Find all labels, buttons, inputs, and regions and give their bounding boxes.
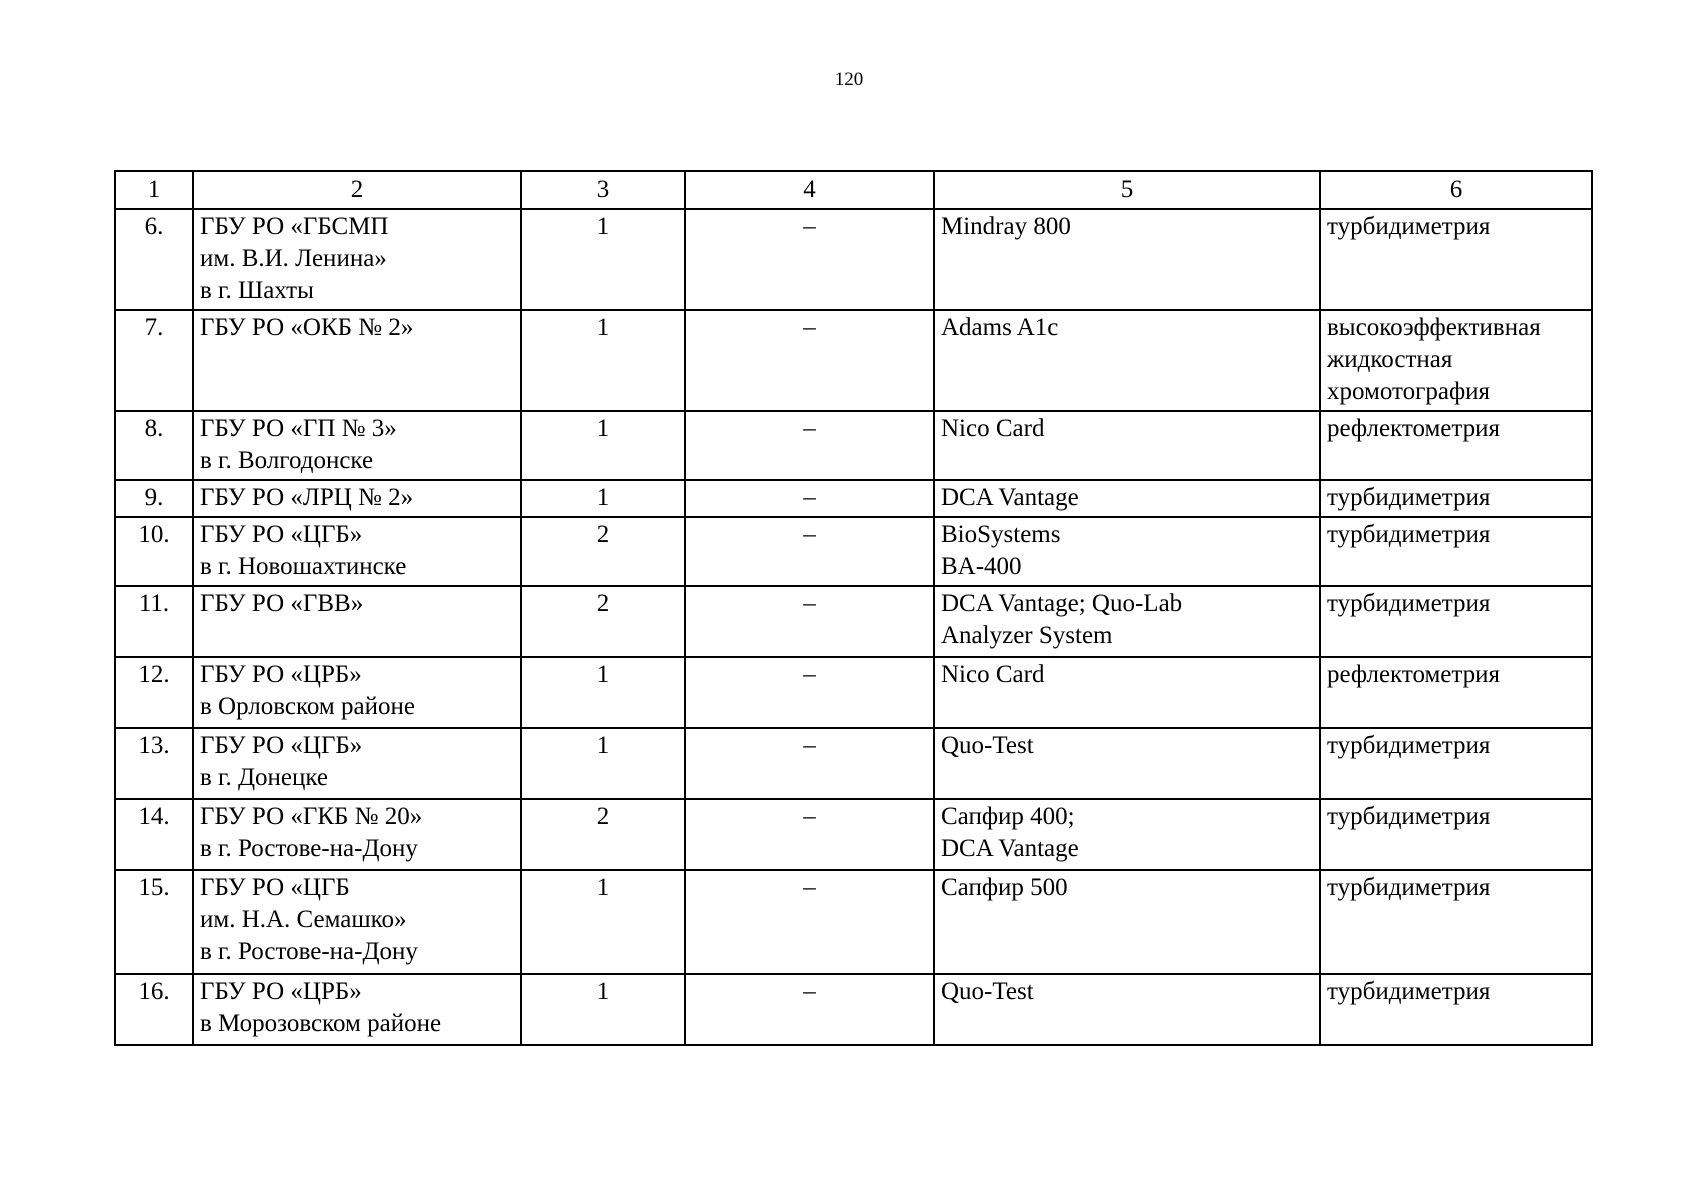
method-cell-line: турбидиметрия bbox=[1327, 803, 1491, 830]
organization-cell-line: ГБУ РО «ЦГБ bbox=[200, 874, 350, 901]
organization-cell bbox=[193, 411, 521, 480]
analyzer-cell-line: Analyzer System bbox=[941, 622, 1113, 649]
method-cell-line: высокоэффективная bbox=[1327, 314, 1541, 341]
count-cell: 1 bbox=[521, 411, 685, 480]
organization-cell bbox=[193, 480, 521, 517]
method-cell-line: турбидиметрия bbox=[1327, 213, 1491, 240]
organization-cell bbox=[193, 586, 521, 657]
organization-cell-line: им. Н.А. Семашко» bbox=[200, 906, 407, 933]
row-number-cell: 8. bbox=[115, 411, 193, 480]
table-row bbox=[115, 799, 1592, 870]
count-cell: 2 bbox=[521, 799, 685, 870]
column-4-cell: – bbox=[685, 310, 934, 411]
organization-cell-line: в г. Шахты bbox=[200, 277, 314, 304]
count-cell: 1 bbox=[521, 209, 685, 310]
method-cell-line: турбидиметрия bbox=[1327, 874, 1491, 901]
organization-cell bbox=[193, 728, 521, 799]
organization-cell bbox=[193, 870, 521, 974]
table-row bbox=[115, 411, 1592, 480]
header-cell: 3 bbox=[521, 171, 685, 209]
table-row bbox=[115, 657, 1592, 728]
analyzer-cell-line: Сапфир 500 bbox=[941, 874, 1068, 901]
column-4-cell: – bbox=[685, 728, 934, 799]
method-cell-line: рефлектометрия bbox=[1327, 661, 1501, 688]
column-4-cell: – bbox=[685, 209, 934, 310]
organization-cell bbox=[193, 799, 521, 870]
organization-cell bbox=[193, 517, 521, 586]
analyzer-cell bbox=[934, 209, 1320, 310]
analyzer-cell bbox=[934, 310, 1320, 411]
method-cell bbox=[1320, 209, 1592, 310]
count-cell: 2 bbox=[521, 517, 685, 586]
row-number-cell: 7. bbox=[115, 310, 193, 411]
row-number-cell: 11. bbox=[115, 586, 193, 657]
method-cell bbox=[1320, 657, 1592, 728]
table-row bbox=[115, 870, 1592, 974]
organization-cell-line: ГБУ РО «ЦРБ» bbox=[200, 661, 362, 688]
method-cell-line: рефлектометрия bbox=[1327, 415, 1501, 442]
analyzer-cell-line: Сапфир 400; bbox=[941, 803, 1075, 830]
count-cell: 1 bbox=[521, 480, 685, 517]
count-cell: 1 bbox=[521, 870, 685, 974]
column-4-cell: – bbox=[685, 974, 934, 1045]
analyzer-cell-line: Quo-Test bbox=[941, 732, 1034, 759]
analyzer-cell-line: Nico Card bbox=[941, 415, 1045, 442]
organization-cell bbox=[193, 209, 521, 310]
method-cell-line: турбидиметрия bbox=[1327, 484, 1491, 511]
organization-cell-line: ГБУ РО «ЛРЦ № 2» bbox=[200, 484, 414, 511]
page-number: 120 bbox=[834, 69, 864, 90]
analyzer-cell-line: DCA Vantage bbox=[941, 484, 1079, 511]
method-cell bbox=[1320, 411, 1592, 480]
row-number-cell: 6. bbox=[115, 209, 193, 310]
row-number-cell: 15. bbox=[115, 870, 193, 974]
header-cell: 1 bbox=[115, 171, 193, 209]
method-cell-line: хромотография bbox=[1327, 378, 1491, 405]
method-cell bbox=[1320, 799, 1592, 870]
organization-cell-line: ГБУ РО «ГКБ № 20» bbox=[200, 803, 423, 830]
analyzer-cell-line: Adams A1c bbox=[941, 314, 1059, 341]
method-cell bbox=[1320, 974, 1592, 1045]
organization-cell-line: ГБУ РО «ЦГБ» bbox=[200, 732, 363, 759]
organization-cell bbox=[193, 657, 521, 728]
organization-cell-line: ГБУ РО «ЦРБ» bbox=[200, 978, 362, 1005]
organization-cell bbox=[193, 974, 521, 1045]
organization-cell-line: ГБУ РО «ГВВ» bbox=[200, 590, 364, 617]
analyzer-cell bbox=[934, 799, 1320, 870]
table-row bbox=[115, 480, 1592, 517]
column-4-cell: – bbox=[685, 799, 934, 870]
analyzer-cell-line: DCA Vantage; Quo-Lab bbox=[941, 590, 1183, 617]
organization-cell-line: в г. Новошахтинске bbox=[200, 553, 407, 580]
method-cell-line: турбидиметрия bbox=[1327, 732, 1491, 759]
organization-cell-line: в г. Волгодонске bbox=[200, 447, 374, 474]
row-number-cell: 10. bbox=[115, 517, 193, 586]
organization-cell-line: в Морозовском районе bbox=[200, 1010, 442, 1037]
analyzer-cell bbox=[934, 974, 1320, 1045]
analyzer-cell-line: BA-400 bbox=[941, 553, 1022, 580]
analyzer-cell bbox=[934, 657, 1320, 728]
organization-cell-line: в Орловском районе bbox=[200, 693, 415, 720]
method-cell-line: турбидиметрия bbox=[1327, 590, 1491, 617]
organization-cell-line: ГБУ РО «ГП № 3» bbox=[200, 415, 397, 442]
column-4-cell: – bbox=[685, 870, 934, 974]
method-cell bbox=[1320, 480, 1592, 517]
row-number-cell: 14. bbox=[115, 799, 193, 870]
column-4-cell: – bbox=[685, 480, 934, 517]
analyzer-cell bbox=[934, 517, 1320, 586]
table-row bbox=[115, 310, 1592, 411]
column-4-cell: – bbox=[685, 657, 934, 728]
column-4-cell: – bbox=[685, 586, 934, 657]
data-table bbox=[114, 170, 1593, 1046]
header-cell: 2 bbox=[193, 171, 521, 209]
table-row bbox=[115, 209, 1592, 310]
organization-cell-line: ГБУ РО «ГБСМП bbox=[200, 213, 389, 240]
analyzer-cell-line: Quo-Test bbox=[941, 978, 1034, 1005]
method-cell-line: турбидиметрия bbox=[1327, 521, 1491, 548]
method-cell bbox=[1320, 310, 1592, 411]
row-number-cell: 12. bbox=[115, 657, 193, 728]
count-cell: 2 bbox=[521, 586, 685, 657]
table-row bbox=[115, 974, 1592, 1045]
method-cell bbox=[1320, 728, 1592, 799]
method-cell-line: жидкостная bbox=[1327, 346, 1453, 373]
analyzer-cell bbox=[934, 728, 1320, 799]
analyzer-cell-line: Mindray 800 bbox=[941, 213, 1071, 240]
table-row bbox=[115, 728, 1592, 799]
organization-cell-line: им. В.И. Ленина» bbox=[200, 245, 387, 272]
row-number-cell: 9. bbox=[115, 480, 193, 517]
method-cell bbox=[1320, 586, 1592, 657]
count-cell: 1 bbox=[521, 974, 685, 1045]
table-header-row bbox=[115, 171, 1592, 209]
analyzer-cell bbox=[934, 870, 1320, 974]
count-cell: 1 bbox=[521, 657, 685, 728]
analyzer-cell bbox=[934, 586, 1320, 657]
organization-cell-line: в г. Ростове-на-Дону bbox=[200, 835, 418, 862]
organization-cell-line: ГБУ РО «ЦГБ» bbox=[200, 521, 363, 548]
analyzer-cell bbox=[934, 411, 1320, 480]
row-number-cell: 13. bbox=[115, 728, 193, 799]
analyzer-cell-line: BioSystems bbox=[941, 521, 1061, 548]
method-cell bbox=[1320, 870, 1592, 974]
method-cell bbox=[1320, 517, 1592, 586]
method-cell-line: турбидиметрия bbox=[1327, 978, 1491, 1005]
table-row bbox=[115, 586, 1592, 657]
analyzer-cell bbox=[934, 480, 1320, 517]
row-number-cell: 16. bbox=[115, 974, 193, 1045]
column-4-cell: – bbox=[685, 411, 934, 480]
table-row bbox=[115, 517, 1592, 586]
organization-cell-line: в г. Донецке bbox=[200, 764, 329, 791]
count-cell: 1 bbox=[521, 728, 685, 799]
analyzer-cell-line: DCA Vantage bbox=[941, 835, 1079, 862]
column-4-cell: – bbox=[685, 517, 934, 586]
header-cell: 5 bbox=[934, 171, 1320, 209]
count-cell: 1 bbox=[521, 310, 685, 411]
organization-cell-line: в г. Ростове-на-Дону bbox=[200, 938, 418, 965]
organization-cell bbox=[193, 310, 521, 411]
header-cell: 6 bbox=[1320, 171, 1592, 209]
organization-cell-line: ГБУ РО «ОКБ № 2» bbox=[200, 314, 414, 341]
header-cell: 4 bbox=[685, 171, 934, 209]
analyzer-cell-line: Nico Card bbox=[941, 661, 1045, 688]
